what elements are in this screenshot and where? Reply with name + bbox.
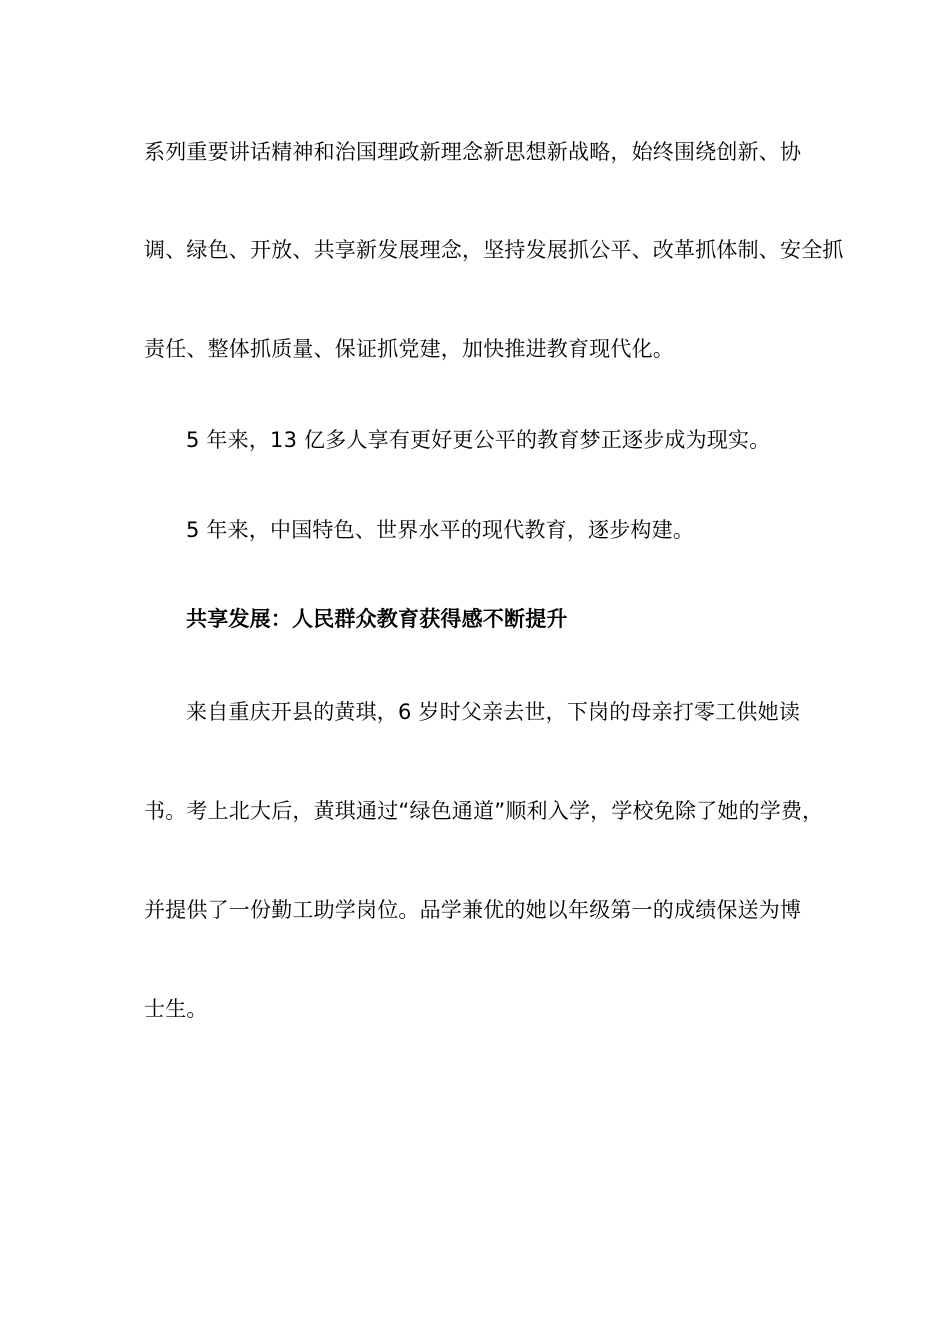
paragraph-1-line-1: 系列重要讲话精神和治国理政新理念新思想新战略，始终围绕创新、协 [144,140,802,164]
paragraph-1-line-2: 调、绿色、开放、共享新发展理念，坚持发展抓公平、改革抓体制、安全抓 [144,238,844,262]
section-heading: 共享发展：人民群众教育获得感不断提升 [186,607,568,631]
paragraph-4-line-3: 并提供了一份勤工助学岗位。品学兼优的她以年级第一的成绩保送为博 [144,898,802,922]
paragraph-4-line-2: 书。考上北大后，黄琪通过“绿色通道”顺利入学，学校免除了她的学费， [144,799,824,823]
paragraph-4-line-1: 来自重庆开县的黄琪，6 岁时父亲去世，下岗的母亲打零工供她读 [186,700,801,724]
paragraph-3: 5 年来，中国特色、世界水平的现代教育，逐步构建。 [186,518,695,542]
paragraph-1-line-3: 责任、整体抓质量、保证抓党建，加快推进教育现代化。 [144,337,674,361]
paragraph-2: 5 年来，13 亿多人享有更好更公平的教育梦正逐步成为现实。 [186,428,771,452]
paragraph-4-line-4: 士生。 [144,997,208,1021]
